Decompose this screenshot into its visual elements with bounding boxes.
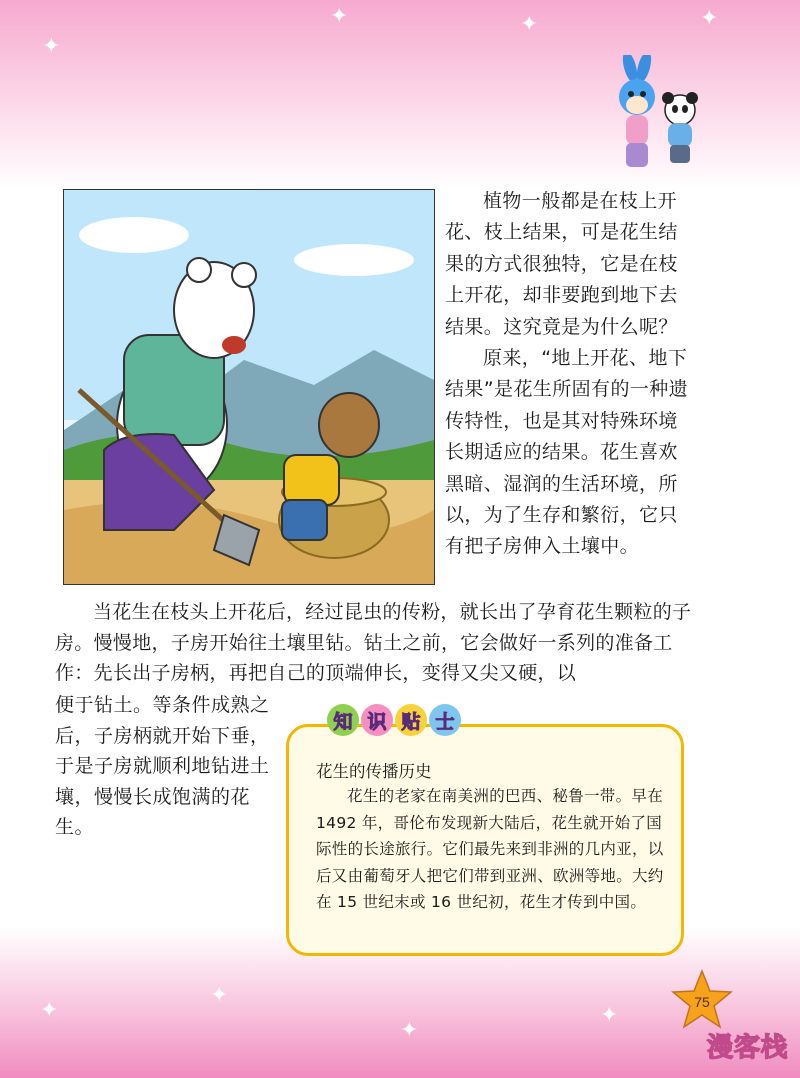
sparkle-icon: ✦ — [520, 12, 539, 37]
main-paragraph: 当花生在枝头上开花后，经过昆虫的传粉，就长出了孕育花生颗粒的子房。慢慢地，子房开始往土壤里钻。钻土之前，它会做好一系列的准备工作：先长出子房柄，再把自己的顶端伸长，变得又尖又硬，以 — [55, 601, 692, 684]
sparkle-icon: ✦ — [42, 34, 61, 59]
intro-paragraph-2: 原来，“地上开花、地下结果”是花生所固有的一种遗传特性，也是其对特殊环境长期适应的结果。花生喜欢黑暗、湿润的生活环境，所以，为了生存和繁衍，它只有把子房伸入土壤中。 — [445, 347, 689, 558]
mascots-illustration — [600, 55, 710, 175]
star-icon — [670, 968, 734, 1032]
tip-body: 花生的老家在南美洲的巴西、秘鲁一带。早在 1492 年，哥伦布发现新大陆后，花生就开始了国际性的长途旅行。它们最先来到非洲的几内亚，以后又由葡萄牙人把它们带到亚洲、欧洲等地。大约在 15 世纪末或 16 世纪初，花生才传到中国。 — [316, 787, 664, 911]
watermark-logo: 漫客栈 — [706, 1033, 788, 1063]
sparkle-icon: ✦ — [400, 1018, 419, 1043]
intro-paragraph-1: 植物一般都是在枝上开花、枝上结果，可是花生结果的方式很独特，它是在枝上开花，却非要跑到地下去结果。这究竟是为什么呢？ — [445, 190, 678, 338]
tip-title: 花生的传播历史 — [316, 762, 432, 781]
page-number-badge — [670, 968, 734, 1032]
page-number: 75 — [694, 994, 710, 1010]
tip-heading-char: 知 — [327, 704, 359, 736]
tip-heading-char: 识 — [361, 704, 393, 736]
tip-heading-char: 士 — [429, 704, 461, 736]
main-paragraph-continued: 便于钻土。等条件成熟之后，子房柄就开始下垂，于是子房就顺利地钻进土壤，慢慢长成饱满的花生。 — [55, 694, 270, 838]
sparkle-icon: ✦ — [210, 983, 229, 1008]
sparkle-icon: ✦ — [700, 6, 719, 31]
knowledge-tip-heading — [327, 704, 461, 744]
tip-heading-char: 贴 — [395, 704, 427, 736]
intro-text — [445, 186, 693, 563]
sparkle-icon: ✦ — [40, 998, 59, 1023]
sparkle-icon: ✦ — [330, 4, 349, 29]
bears-farming-illustration — [63, 189, 435, 585]
sparkle-icon: ✦ — [600, 1003, 619, 1028]
